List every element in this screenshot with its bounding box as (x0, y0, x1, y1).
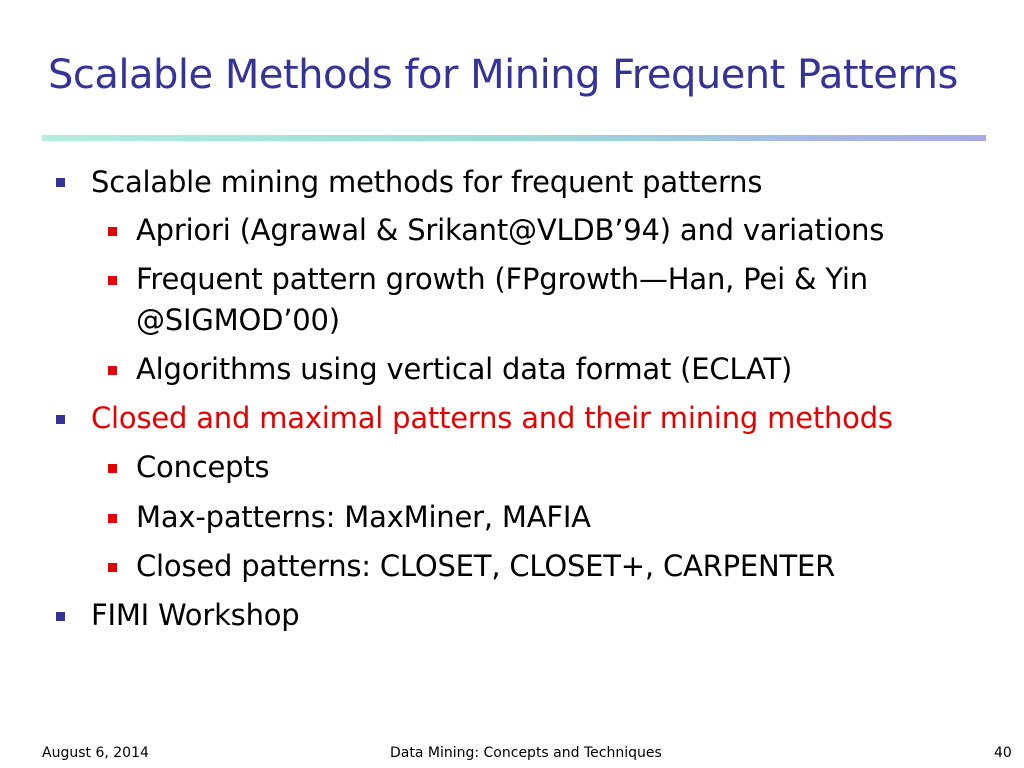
page-number: 40 (994, 745, 1012, 761)
title-divider (42, 135, 986, 141)
sub-bullet-item: Apriori (Agrawal & Srikant@VLDB’94) and variations (136, 213, 885, 247)
sub-bullet-item: Max-patterns: MaxMiner, MAFIA (136, 500, 591, 534)
sub-bullet-marker-icon (108, 464, 117, 473)
sub-bullet-item: Concepts (136, 450, 270, 484)
bullet-marker-icon (56, 178, 65, 187)
bullet-marker-icon (56, 415, 65, 424)
sub-bullet-marker-icon (108, 514, 117, 523)
sub-bullet-item: Algorithms using vertical data format (ECLAT) (136, 352, 793, 386)
bullet-item-highlighted: Closed and maximal patterns and their mining methods (91, 401, 893, 435)
sub-bullet-item: Frequent pattern growth (FPgrowth—Han, Pei & Yin (136, 262, 868, 296)
sub-bullet-marker-icon (108, 366, 117, 375)
footer-title: Data Mining: Concepts and Techniques (390, 745, 662, 761)
footer-date: August 6, 2014 (42, 745, 149, 761)
sub-bullet-item: Closed patterns: CLOSET, CLOSET+, CARPENTER (136, 549, 836, 583)
sub-bullet-item-continuation: @SIGMOD’00) (136, 303, 340, 337)
bullet-item: FIMI Workshop (91, 598, 300, 632)
sub-bullet-marker-icon (108, 276, 117, 285)
sub-bullet-marker-icon (108, 563, 117, 572)
slide-title: Scalable Methods for Mining Frequent Patterns (48, 52, 958, 98)
sub-bullet-marker-icon (108, 227, 117, 236)
bullet-item: Scalable mining methods for frequent patterns (91, 165, 763, 199)
bullet-marker-icon (56, 612, 65, 621)
